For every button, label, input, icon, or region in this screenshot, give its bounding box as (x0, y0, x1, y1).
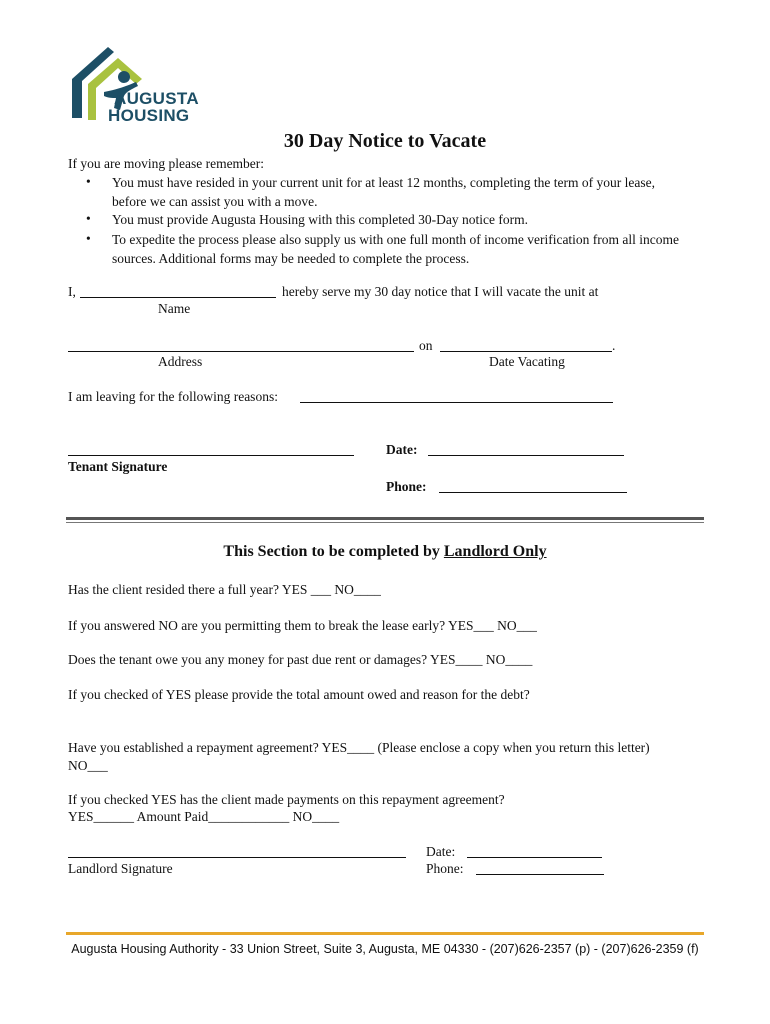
landlord-question-payments-made: If you checked YES has the client made payments on this repayment agreement? (68, 792, 505, 807)
intro-text: If you are moving please remember: (68, 156, 265, 171)
landlord-date-label: Date: (426, 844, 456, 859)
tenant-serve-text: hereby serve my 30 day notice that I will vacate the unit at (282, 284, 599, 299)
landlord-question-money-owed: Does the tenant owe you any money for past due rent or damages? YES____ NO____ (68, 652, 533, 667)
landlord-question-amount-paid: YES______ Amount Paid____________ NO____ (68, 809, 340, 824)
landlord-section-title-prefix: This Section to be completed by (223, 543, 440, 560)
logo-text-housing: HOUSING (108, 106, 190, 125)
augusta-housing-logo (70, 44, 230, 128)
footer-divider (66, 932, 704, 935)
landlord-phone-field[interactable] (476, 861, 604, 879)
tenant-name-label: Name (158, 301, 191, 316)
tenant-reasons-field[interactable] (300, 389, 613, 407)
bullet-icon: • (86, 211, 91, 226)
page-title: 30 Day Notice to Vacate (283, 130, 487, 152)
logo-text-augusta: AUGUSTA (114, 89, 199, 108)
landlord-question-break-lease: If you answered NO are you permitting them to break the lease early? YES___ NO___ (68, 618, 537, 633)
tenant-date-field[interactable] (428, 442, 624, 460)
bullet-item: To expedite the process please also supply us with one full month of income verification from all income sources. Additional forms may be needed to complete the process. (112, 232, 680, 266)
tenant-signature-field[interactable] (68, 442, 354, 460)
tenant-i-prefix: I, (68, 284, 76, 299)
bullet-item: You must have resided in your current unit for at least 12 months, completing the term of your lease, before we can assist you with a move. (112, 175, 656, 209)
landlord-question-full-year: Has the client resided there a full year? YES ___ NO____ (68, 582, 381, 597)
bullet-icon: • (86, 231, 91, 246)
landlord-question-amount-owed: If you checked of YES please provide the total amount owed and reason for the debt? (68, 687, 530, 702)
landlord-date-field[interactable] (467, 844, 602, 862)
landlord-section-title-underlined: Landlord Only (443, 543, 547, 560)
tenant-period: . (612, 338, 616, 353)
tenant-date-label: Date: (386, 442, 418, 457)
tenant-date-vacating-label: Date Vacating (489, 354, 565, 369)
tenant-address-field[interactable] (68, 338, 414, 356)
bullet-icon: • (86, 174, 91, 189)
landlord-question-repayment: Have you established a repayment agreement? YES____ (Please enclose a copy when you return this letter) (68, 740, 650, 755)
tenant-signature-label: Tenant Signature (68, 459, 168, 474)
tenant-name-field[interactable] (80, 284, 276, 302)
landlord-phone-label: Phone: (426, 861, 464, 876)
tenant-on-text: on (419, 338, 433, 353)
tenant-phone-label: Phone: (386, 479, 427, 494)
landlord-signature-field[interactable] (68, 844, 406, 862)
landlord-signature-label: Landlord Signature (68, 861, 173, 876)
section-divider-thick (66, 517, 704, 520)
section-divider-thin (66, 522, 704, 523)
landlord-question-repayment-no: NO___ (68, 758, 108, 773)
landlord-section-title (0, 543, 770, 561)
bullet-item: You must provide Augusta Housing with this completed 30-Day notice form. (112, 212, 528, 227)
footer-address: Augusta Housing Authority - 33 Union Street, Suite 3, Augusta, ME 04330 - (207)626-2357 (p) - (207)626-2359 (f) (71, 942, 699, 956)
tenant-reasons-label: I am leaving for the following reasons: (68, 389, 278, 404)
tenant-phone-field[interactable] (439, 479, 627, 497)
tenant-address-label: Address (158, 354, 203, 369)
